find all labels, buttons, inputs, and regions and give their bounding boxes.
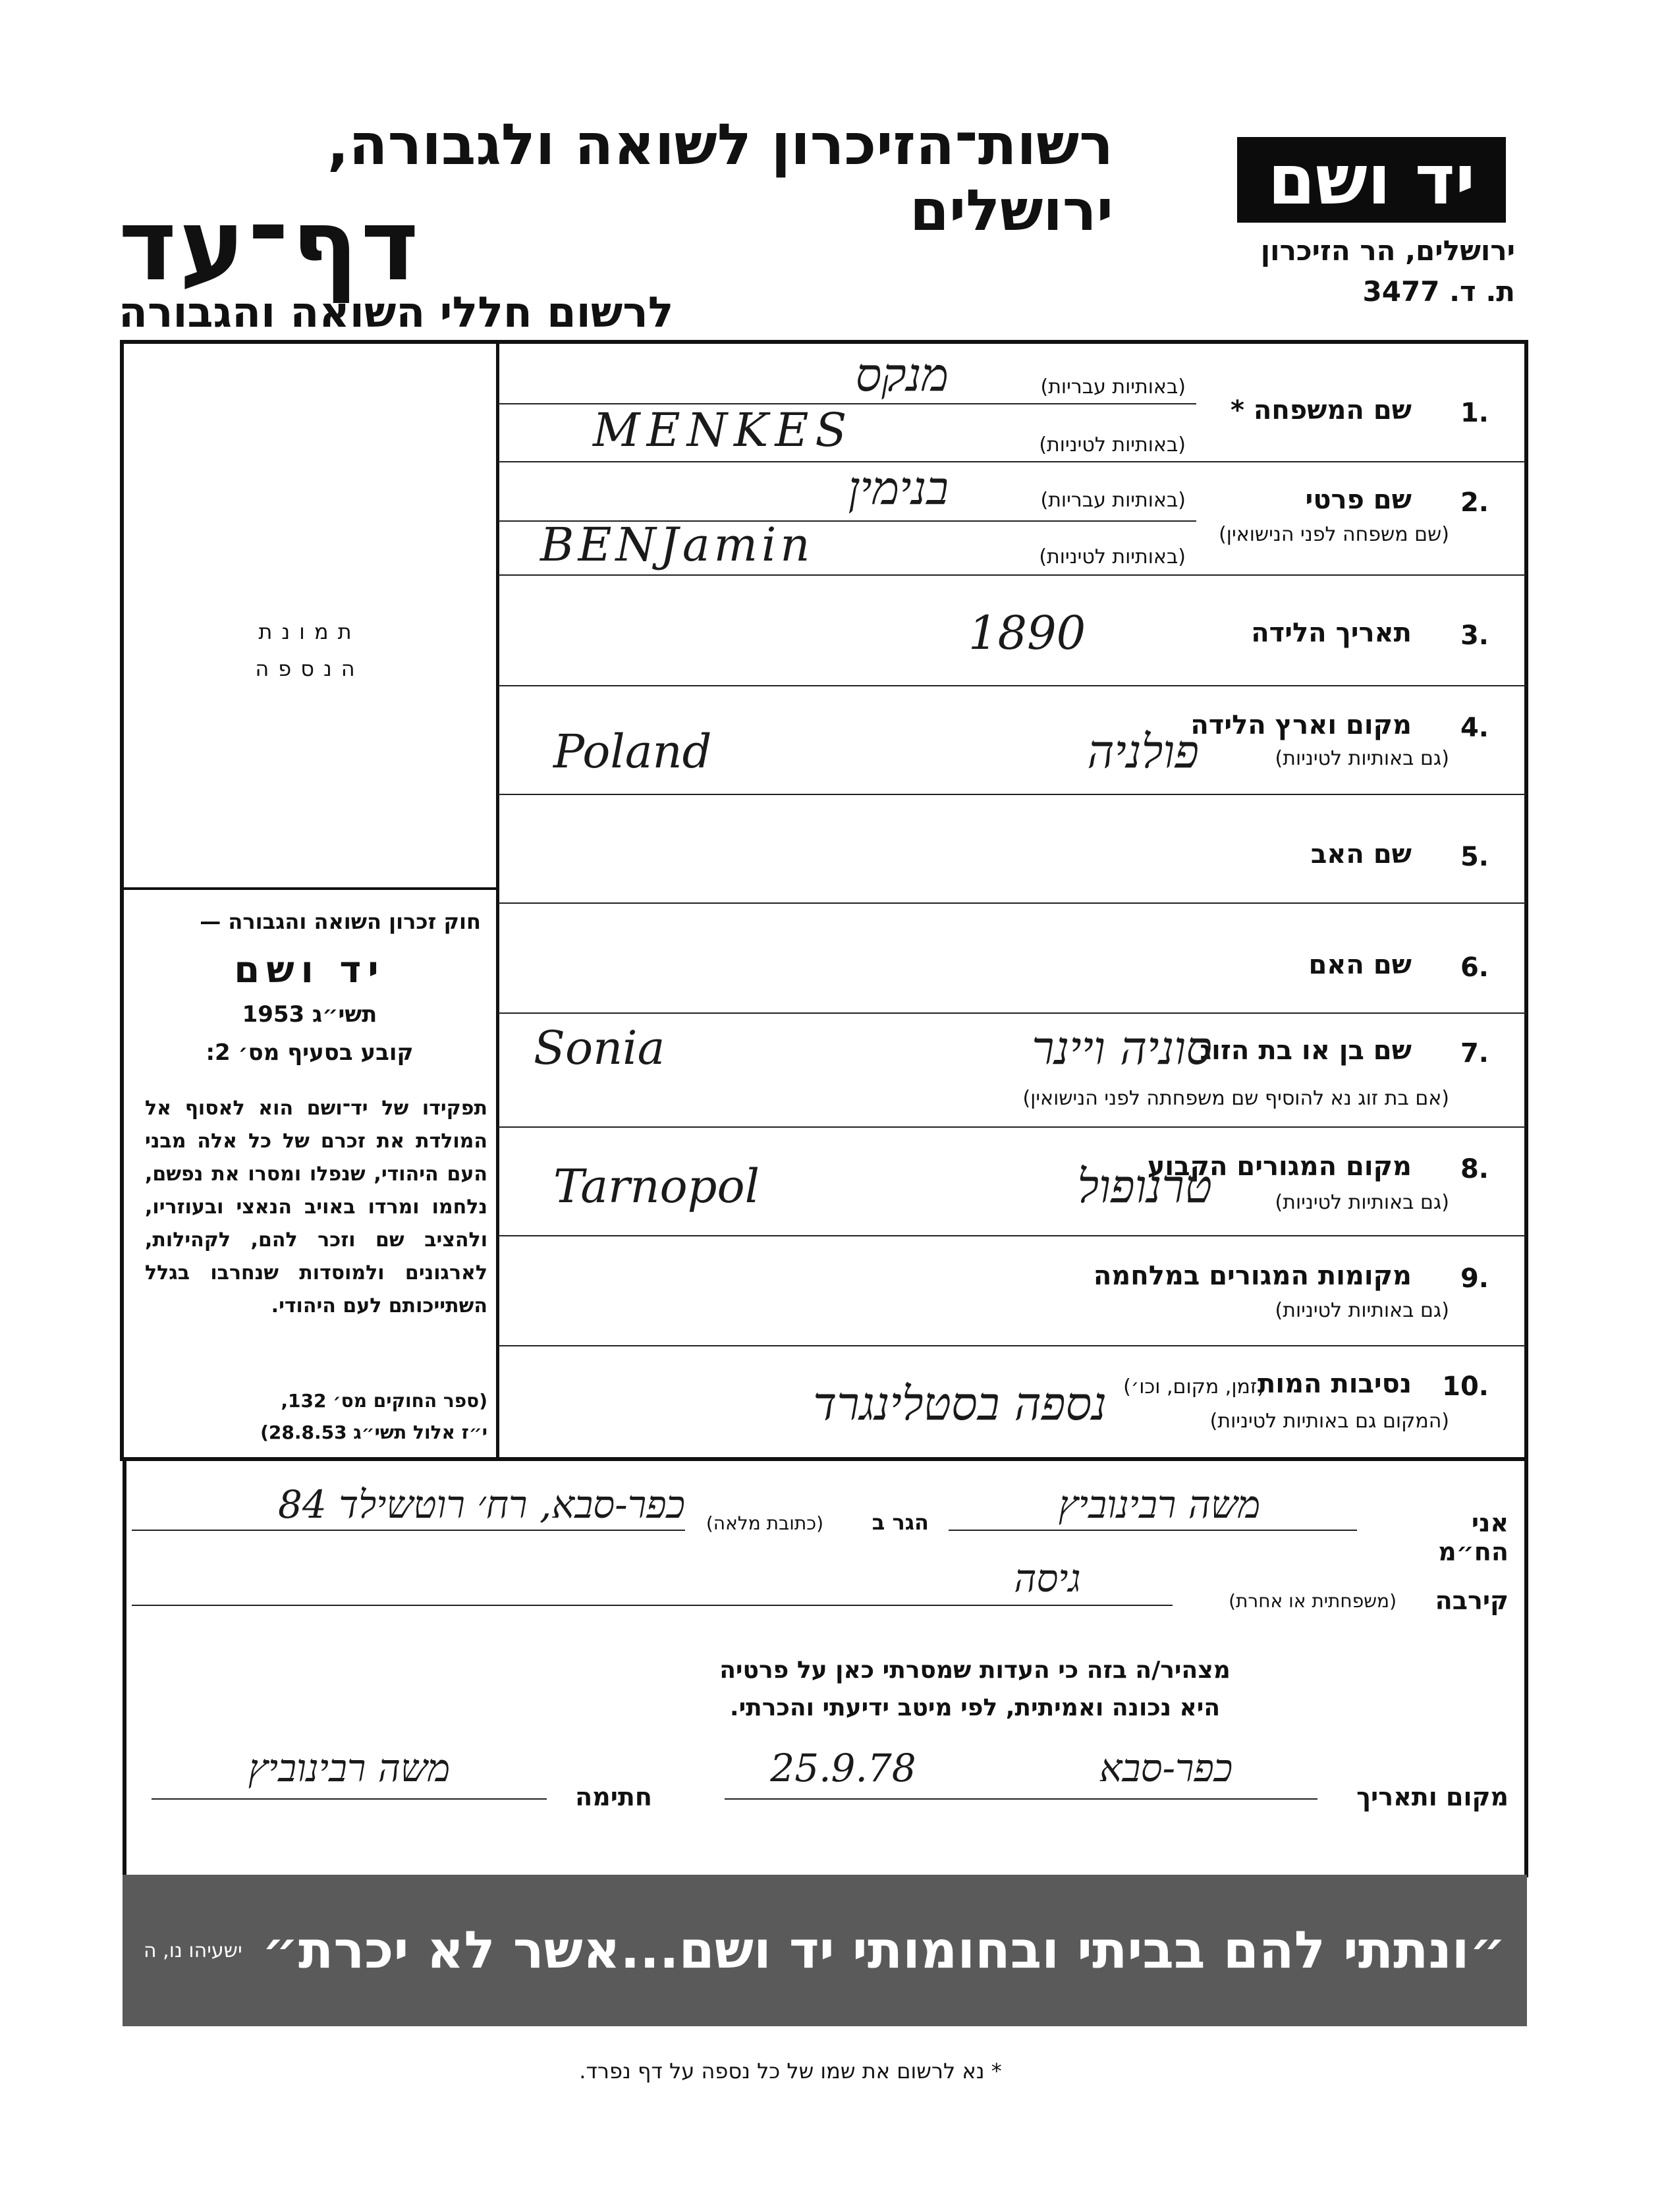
field-8-label: מקום המגורים הקבוע: [1147, 1151, 1412, 1182]
field-5-label: שם האב: [1310, 839, 1412, 870]
place-date-label: מקום ותאריך: [1356, 1783, 1509, 1811]
field-6-number: 6.: [1460, 953, 1489, 983]
declaration-frame-left: [123, 1461, 126, 1877]
quote-banner-content: [123, 1875, 1527, 2026]
field-8-hebrew-value[interactable]: טרנופול: [1077, 1159, 1212, 1213]
statement-line-1: מצהיר/ה בזה כי העדות שמסרתי כאן על פרטיה: [719, 1657, 1231, 1684]
field-3-value[interactable]: 1890: [968, 606, 1086, 660]
field-4-latin-value[interactable]: Poland: [553, 725, 712, 779]
field-7-hebrew-value[interactable]: סוניה ויינר: [1032, 1021, 1212, 1075]
row-divider: [498, 1126, 1526, 1128]
law-section: קובע בסעיף מס׳ 2:: [206, 1039, 414, 1066]
form-title: דף־עד: [119, 188, 422, 303]
footnote: * נא לרשום את שמו של כל נספה על דף נפרד.: [579, 2059, 1002, 2084]
law-year: תשי״ג 1953: [242, 1001, 377, 1028]
relation-value[interactable]: גיסה: [1014, 1556, 1081, 1601]
field-1-hebrew-value[interactable]: מנקס: [855, 348, 949, 402]
law-title: חוק זכרון השואה והגבורה —: [200, 909, 481, 934]
row-divider: [498, 1235, 1526, 1236]
field-4-label: מקום וארץ הלידה: [1190, 710, 1412, 740]
field-2-latin-note: (באותיות לטיניות): [1039, 545, 1186, 568]
field-1-latin-value[interactable]: MENKES: [593, 403, 854, 457]
address-line: [132, 1530, 685, 1531]
field-10-label: נסיבות המות: [1258, 1369, 1412, 1399]
field-7-note: (אם בת זוג נא להוסיף שם משפחתה לפני הנישואין): [1022, 1087, 1449, 1110]
field-2-number: 2.: [1460, 487, 1489, 518]
row-divider: [498, 794, 1526, 795]
field-8-latin-value[interactable]: Tarnopol: [553, 1159, 760, 1213]
photo-placeholder-line-1: תמונת: [258, 619, 361, 644]
declaration-frame-right: [1524, 1461, 1528, 1877]
field-6-label: שם האם: [1308, 950, 1412, 980]
declaration-i-am: אני הח״מ: [1438, 1508, 1509, 1566]
frame-top: [120, 340, 1528, 344]
row-divider: [498, 461, 1526, 462]
field-7-number: 7.: [1460, 1038, 1489, 1068]
yad-vashem-logo: יד ושם: [1267, 140, 1476, 220]
field-1-number: 1.: [1460, 398, 1489, 428]
field-3-number: 3.: [1460, 621, 1489, 651]
field-7-label: שם בן או בת הזוג: [1200, 1036, 1412, 1066]
relation-label: קירבה: [1435, 1586, 1509, 1615]
statement-line-2: היא נכונה ואמיתית, לפי מיטב ידיעתי והכרתי.: [729, 1694, 1221, 1721]
field-1-hebrew-note: (באותיות עבריות): [1040, 375, 1186, 399]
po-box: ת. ד. 3477: [1362, 275, 1515, 308]
field-4-hebrew-value[interactable]: פולניה: [1087, 725, 1199, 779]
field-4-number: 4.: [1460, 713, 1489, 743]
photo-law-divider: [120, 887, 498, 890]
law-body: תפקידו של יד־ושם הוא לאסוף אל המולדת את זכרם של כל אלה מבני העם היהודי, שנפלו ומסרו את נפשם, נלחמו ומרדו באויב הנאצי ובעוזריו, ולהציב שם וזכר להם, לקהילות, לארגונים ולמוסדות שנחרבו בגלל השתייכותם לעם היהודי.: [145, 1097, 487, 1317]
location-line: ירושלים, הר הזיכרון: [1260, 235, 1515, 267]
field-2-note: (שם משפחה לפני הנישואין): [1219, 523, 1449, 546]
law-reference-2: י״ז אלול תשי״ג 28.8.53): [260, 1422, 487, 1443]
declarant-name-line: [949, 1530, 1357, 1531]
row-divider: [498, 1345, 1526, 1346]
field-2-hebrew-note: (באותיות עבריות): [1040, 489, 1186, 512]
field-10-label-note: (זמן, מקום, וכו׳): [1123, 1375, 1265, 1398]
frame-right: [1524, 340, 1528, 1461]
field-2-hebrew-value[interactable]: בנימין: [848, 461, 949, 515]
address-value[interactable]: כפר-סבא, רח׳ רוטשילד 84: [277, 1482, 685, 1527]
place-value[interactable]: כפר-סבא: [1099, 1746, 1233, 1790]
banner-quote: ״ונתתי להם בביתי ובחומותי יד ושם...אשר לא יכרת״: [262, 1921, 1506, 1980]
photo-placeholder-line-2: הנספה: [255, 656, 364, 681]
row-divider: [498, 1012, 1526, 1014]
declarant-name[interactable]: משה רבינוביץ: [1058, 1482, 1261, 1527]
relation-line: [132, 1605, 1173, 1606]
field-8-note: (גם באותיות לטיניות): [1275, 1191, 1449, 1214]
signature-label: חתימה: [575, 1783, 652, 1811]
field-9-note: (גם באותיות לטיניות): [1275, 1299, 1449, 1322]
signature-value[interactable]: משה רבינוביץ: [248, 1746, 451, 1790]
place-date-line: [725, 1798, 1317, 1800]
law-name: יד ושם: [234, 949, 385, 991]
field-9-number: 9.: [1460, 1263, 1489, 1294]
field-1-latin-note: (באותיות לטיניות): [1039, 433, 1186, 456]
resident-of-label: הגר ב: [872, 1510, 929, 1535]
frame-left: [120, 340, 124, 1461]
row-divider: [498, 574, 1526, 576]
field-9-label: מקומות המגורים במלחמה: [1093, 1261, 1412, 1291]
full-address-note: (כתובת מלאה): [706, 1512, 823, 1534]
date-value[interactable]: 25.9.78: [770, 1746, 916, 1790]
law-reference-1: (ספר החוקים מס׳ 132,: [281, 1390, 487, 1412]
relation-note: (משפחתית או אחרת): [1229, 1590, 1397, 1612]
frame-bottom: [120, 1457, 1528, 1461]
field-8-number: 8.: [1460, 1154, 1489, 1184]
field-2-latin-value[interactable]: BENJamin: [540, 518, 814, 572]
field-7-latin-value[interactable]: Sonia: [534, 1021, 665, 1075]
field-10-note: (המקום גם באותיות לטיניות): [1209, 1410, 1449, 1433]
field-4-note: (גם באותיות לטיניות): [1275, 747, 1449, 770]
field-3-label: תאריך הלידה: [1251, 618, 1412, 648]
field-2-label: שם פרטי: [1305, 485, 1412, 515]
column-divider: [496, 340, 499, 1460]
row-divider: [498, 902, 1526, 904]
field-1-label: שם המשפחה *: [1231, 395, 1412, 426]
authority-name: רשות־הזיכרון לשואה ולגבורה, ירושלים: [327, 112, 1113, 244]
field-10-number: 10.: [1442, 1371, 1489, 1402]
signature-line: [152, 1798, 547, 1800]
field-5-number: 5.: [1460, 842, 1489, 872]
banner-source: ישעיהו נו, ה: [144, 1939, 242, 1962]
form-subtitle: לרשום חללי השואה והגבורה: [119, 289, 674, 337]
row-divider: [498, 685, 1526, 686]
field-10-value[interactable]: נספה בסטלינגרד: [813, 1377, 1107, 1431]
